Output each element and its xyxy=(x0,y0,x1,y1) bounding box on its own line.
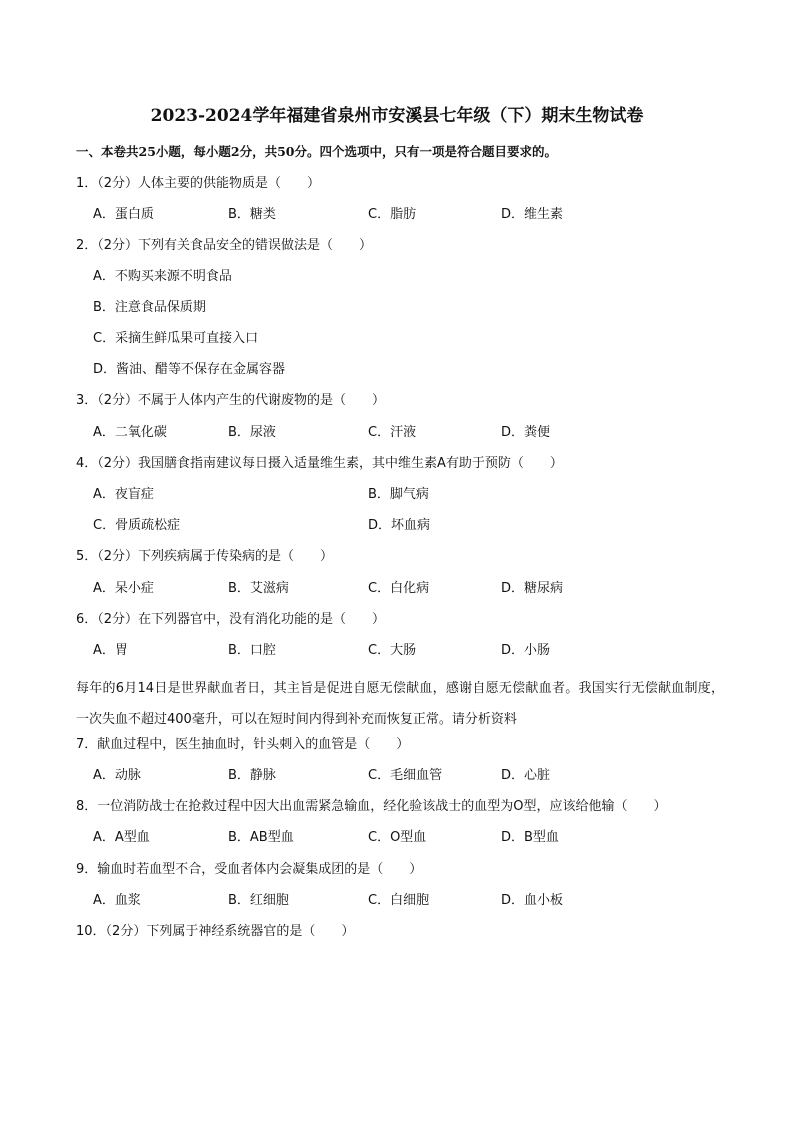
q5-option-a[interactable]: A．呆小症 xyxy=(93,581,154,596)
q4-option-b[interactable]: B．脚气病 xyxy=(368,487,429,502)
q7-option-c[interactable]: C．毛细血管 xyxy=(368,768,443,783)
q4-option-a[interactable]: A．夜盲症 xyxy=(93,487,154,502)
q6-option-c[interactable]: C．大肠 xyxy=(368,643,417,658)
q4-option-d[interactable]: D．坏血病 xyxy=(368,518,431,533)
q9-option-d[interactable]: D．血小板 xyxy=(501,893,564,908)
q5-option-c[interactable]: C．白化病 xyxy=(368,581,430,596)
q3-option-a[interactable]: A．二氧化碳 xyxy=(93,425,167,440)
q1-option-c[interactable]: C．脂肪 xyxy=(368,207,417,222)
q8-option-c[interactable]: C．O型血 xyxy=(368,830,427,845)
q5-option-b[interactable]: B．艾滋病 xyxy=(228,581,289,596)
question-4: 4．（2分）我国膳食指南建议每日摄入适量维生素，其中维生素A有助于预防（ ） xyxy=(76,456,563,471)
question-7: 7．献血过程中，医生抽血时，针头刺入的血管是（ ） xyxy=(76,737,410,752)
exam-title: 2023-2024学年福建省泉州市安溪县七年级（下）期末生物试卷 xyxy=(150,106,644,126)
question-9: 9．输血时若血型不合，受血者体内会凝集成团的是（ ） xyxy=(76,862,423,877)
q1-option-b[interactable]: B．糖类 xyxy=(228,207,276,222)
q7-option-b[interactable]: B．静脉 xyxy=(228,768,276,783)
question-3: 3．（2分）不属于人体内产生的代谢废物的是（ ） xyxy=(76,393,386,408)
q1-option-a[interactable]: A．蛋白质 xyxy=(93,207,154,222)
q9-option-c[interactable]: C．白细胞 xyxy=(368,893,430,908)
q5-option-d[interactable]: D．糖尿病 xyxy=(501,581,564,596)
q4-option-c[interactable]: C．骨质疏松症 xyxy=(93,518,181,533)
reading-material: 每年的6月14日是世界献血者日，其主旨是促进自愿无偿献血，感谢自愿无偿献血者。我国实行无偿献血制度，一次失血不超过400毫升，可以在短时间内得到补充而恢复正常。请分析资料 xyxy=(76,681,724,727)
q6-option-d[interactable]: D．小肠 xyxy=(501,643,551,658)
question-10: 10．（2分）下列属于神经系统器官的是（ ） xyxy=(76,924,355,939)
q2-option-a[interactable]: A．不购买来源不明食品 xyxy=(93,269,232,284)
q2-option-b[interactable]: B．注意食品保质期 xyxy=(93,300,206,315)
q8-option-a[interactable]: A．A型血 xyxy=(93,830,150,845)
q2-option-c[interactable]: C．采摘生鲜瓜果可直接入口 xyxy=(93,331,259,346)
q6-option-b[interactable]: B．口腔 xyxy=(228,643,276,658)
question-8: 8．一位消防战士在抢救过程中因大出血需紧急输血，经化验该战士的血型为O型，应该给他输（ ） xyxy=(76,799,667,814)
question-5: 5．（2分）下列疾病属于传染病的是（ ） xyxy=(76,549,334,564)
q9-option-b[interactable]: B．红细胞 xyxy=(228,893,289,908)
q6-option-a[interactable]: A．胃 xyxy=(93,643,128,658)
q2-option-d[interactable]: D．酱油、醋等不保存在金属容器 xyxy=(93,362,286,377)
question-2: 2．（2分）下列有关食品安全的错误做法是（ ） xyxy=(76,238,373,253)
question-6: 6．（2分）在下列器官中，没有消化功能的是（ ） xyxy=(76,612,386,627)
section-instruction: 一、本卷共25小题，每小题2分，共50分。四个选项中，只有一项是符合题目要求的。 xyxy=(76,144,557,159)
q1-option-d[interactable]: D．维生素 xyxy=(501,207,564,222)
q7-option-a[interactable]: A．动脉 xyxy=(93,768,141,783)
q3-option-c[interactable]: C．汗液 xyxy=(368,425,417,440)
q3-option-b[interactable]: B．尿液 xyxy=(228,425,276,440)
q8-option-d[interactable]: D．B型血 xyxy=(501,830,559,845)
question-1: 1．（2分）人体主要的供能物质是（ ） xyxy=(76,176,321,191)
q3-option-d[interactable]: D．粪便 xyxy=(501,425,551,440)
q7-option-d[interactable]: D．心脏 xyxy=(501,768,551,783)
q9-option-a[interactable]: A．血浆 xyxy=(93,893,141,908)
q8-option-b[interactable]: B．AB型血 xyxy=(228,830,294,845)
